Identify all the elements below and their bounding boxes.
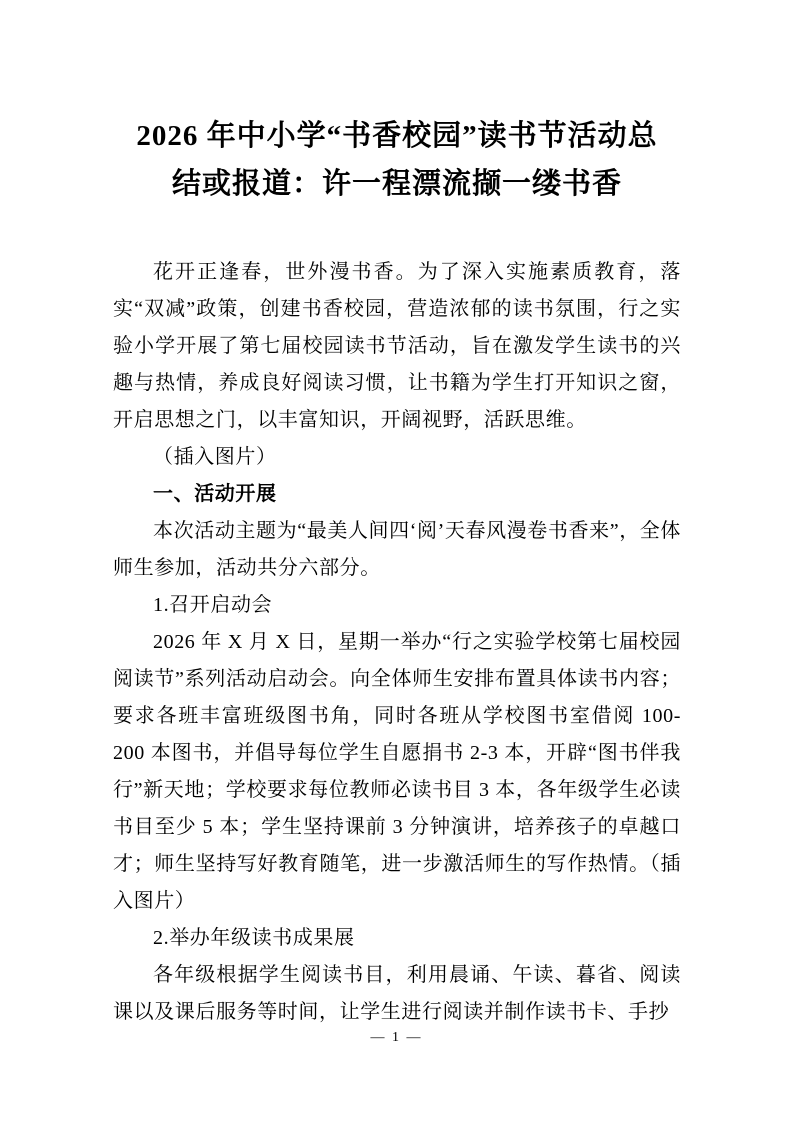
paragraph: 2026 年 X 月 X 日，星期一举办“行之实验学校第七届校园阅读节”系列活动启动会。向全体师生安排布置具体读书内容；要求各班丰富班级图书角，同时各班从学校图书室借阅 100-200 本图书，并倡导每位学生自愿捐书 2-3 本，开辟“图书伴我行”新天地；学校要求每位教师必读书目 3 本，各年级学生必读书目至少 5 本；学生坚持课前 3 分钟演讲，培养孩子的卓越口才；师生坚持写好教育随笔，进一步激活师生的写作热情。（插入图片）: [113, 631, 681, 912]
title-line-1: 2026 年中小学“书香校园”读书节活动总: [136, 120, 658, 152]
document-body: [113, 254, 681, 1031]
section-heading: 一、活动开展: [153, 483, 277, 505]
paragraph: 各年级根据学生阅读书目，利用晨诵、午读、暮省、阅读课以及课后服务等时间，让学生进行阅读并制作读书卡、手抄: [113, 964, 681, 1023]
paragraph: 2.举办年级读书成果展: [153, 927, 355, 949]
paragraph: （插入图片）: [153, 446, 277, 468]
page-footer: [0, 1030, 793, 1046]
page-number: — 1 —: [370, 1030, 423, 1045]
title-line-2: 结或报道：许一程漂流撷一缕书香: [171, 168, 622, 200]
paragraph: 1.召开启动会: [153, 594, 273, 616]
document-title: [113, 112, 681, 208]
paragraph: 花开正逢春，世外漫书香。为了深入实施素质教育，落实“双减”政策，创建书香校园，营造浓郁的读书氛围，行之实验小学开展了第七届校园读书节活动，旨在激发学生读书的兴趣与热情，养成良好阅读习惯，让书籍为学生打开知识之窗，开启思想之门，以丰富知识，开阔视野，活跃思维。: [113, 261, 681, 431]
paragraph: 本次活动主题为“最美人间四‘阅’天春风漫卷书香来”，全体师生参加，活动共分六部分。: [113, 520, 681, 579]
